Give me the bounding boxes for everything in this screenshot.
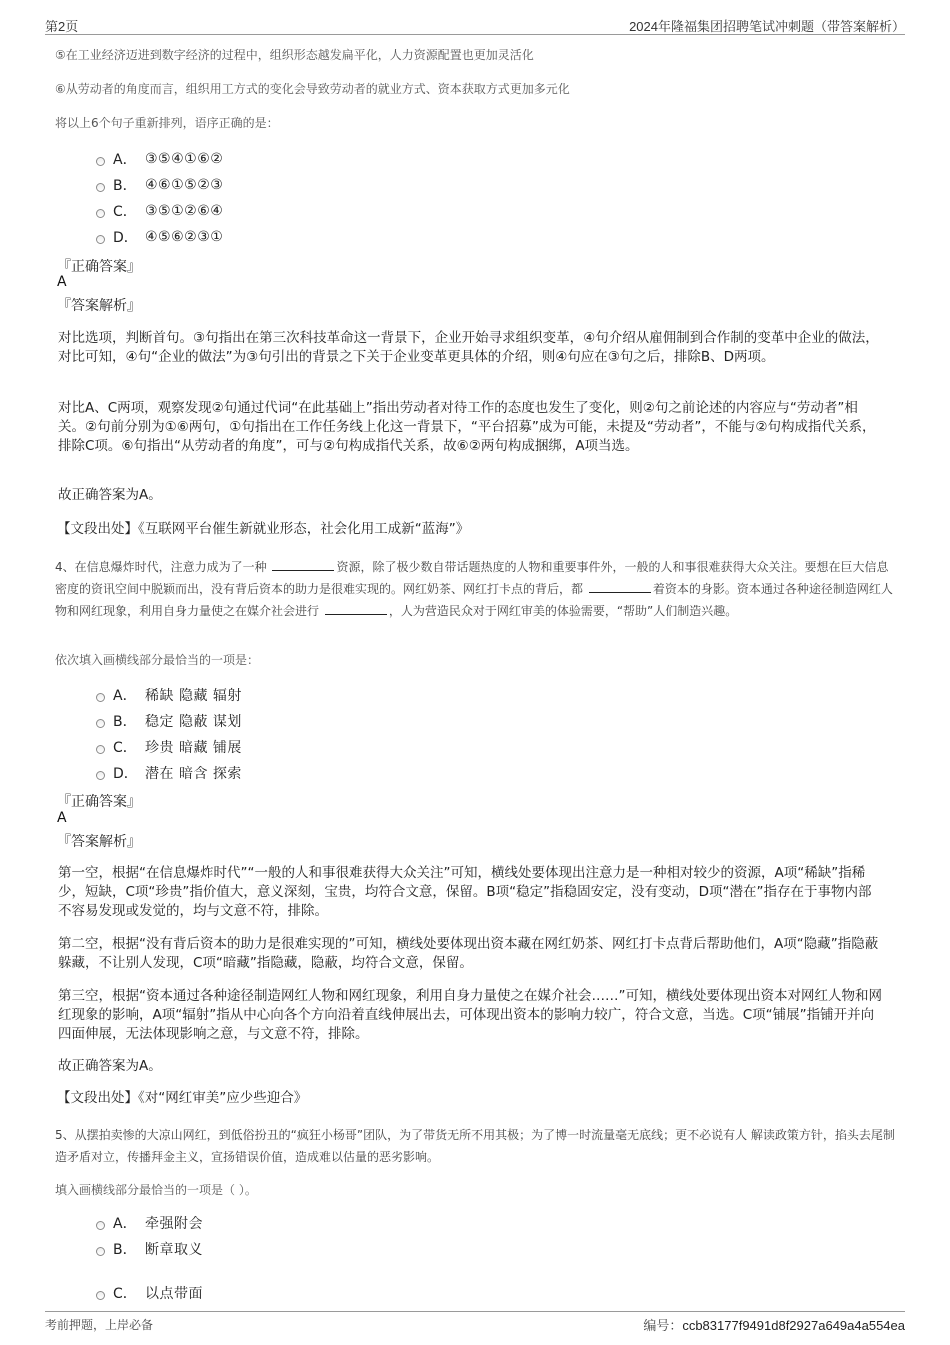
option-d[interactable] [96,761,242,785]
radio-button[interactable] [96,719,105,728]
stem-text: ，人为营造民众对于网红审美的体验需要，“帮助”人们制造兴趣。 [388,604,738,618]
stem-text: 资源，除了极少数自带话题热度的人物和重要事件外，一般的人和事很难获得大众关注。要想在巨大信息密度的资讯空间中脱颖而出，没有背后资本的助力是很难实现的。网红奶茶、网红打卡点的背后，都 [55,560,889,596]
code-value: ccb83177f9491d8f2927a649a4a554ea [682,1318,905,1333]
stem-text: 着资本的身影。资本通过各种途径制造网红人物和网红现象，利用自身力量使之在媒介社会进行 [55,582,893,618]
source-citation: 【文段出处】《互联网平台催生新就业形态，社会化用工成新“蓝海”》 [57,521,470,537]
option-c[interactable] [96,1281,203,1305]
option-text: 稀缺 隐藏 辐射 [145,688,242,704]
document-title: 2024年隆福集团招聘笔试冲刺题（带答案解析） [629,19,905,34]
correct-answer-value: A [57,274,67,290]
option-text: ③⑤④①⑥② [145,151,224,167]
stem-text: 4、在信息爆炸时代，注意力成为了一种 [55,560,271,574]
sentence-6: ⑥从劳动者的角度而言，组织用工方式的变化会导致劳动者的就业方式、资本获取方式更加多元化 [55,82,570,96]
radio-button[interactable] [96,235,105,244]
option-b[interactable] [96,709,242,733]
sentence-5: ⑤在工业经济迈进到数字经济的过程中，组织形态越发扁平化，人力资源配置也更加灵活化 [55,48,534,62]
page-number: 第2页 [45,19,79,34]
option-letter: A． [113,1216,137,1232]
radio-button[interactable] [96,1221,105,1230]
radio-button[interactable] [96,209,105,218]
option-letter: C． [113,740,137,756]
option-b[interactable] [96,173,223,197]
radio-button[interactable] [96,771,105,780]
blank-line [272,558,334,571]
radio-button[interactable] [96,693,105,702]
correct-answer-value: A [57,810,67,826]
source-citation: 【文段出处】《对“网红审美”应少些迎合》 [57,1090,308,1106]
footer-slogan: 考前押题，上岸必备 [45,1318,154,1332]
option-letter: B． [113,178,137,194]
option-b[interactable] [96,1237,203,1261]
radio-button[interactable] [96,1291,105,1300]
option-text: 珍贵 暗藏 铺展 [145,740,242,756]
option-letter: B． [113,714,137,730]
analysis-paragraph: 第二空，根据“没有背后资本的助力是很难实现的”可知，横线处要体现出资本藏在网红奶茶、网红打卡点背后帮助他们，A项“隐藏”指隐蔽躲藏，不让别人发现，C项“暗藏”指隐藏，隐蔽，均符合文意，保留。 [58,936,879,971]
page-footer [45,1311,905,1336]
question-prompt: 依次填入画横线部分最恰当的一项是： [55,653,260,667]
analysis-paragraph: 第一空，根据“在信息爆炸时代”“一般的人和事很难获得大众关注”可知，横线处要体现出注意力是一种相对较少的资源，A项“稀缺”指稀少，短缺，C项“珍贵”指价值大，意义深刻，宝贵，均符合文意，保留。B项“稳定”指稳固安定，没有变动，D项“潜在”指存在于事物内部不容易发现或发觉的，均与文意不符，排除。 [58,865,872,919]
option-a[interactable] [96,683,242,707]
option-letter: D． [113,766,138,782]
option-text: 断章取义 [145,1242,203,1258]
page-header [45,14,905,35]
option-letter: B． [113,1242,137,1258]
correct-answer-label: 『正确答案』 [57,259,141,275]
option-a[interactable] [96,1211,203,1235]
option-c[interactable] [96,199,223,223]
option-letter: A． [113,152,137,168]
option-letter: C． [113,204,137,220]
option-text: ③⑤①②⑥④ [145,203,224,219]
analysis-label: 『答案解析』 [57,298,141,314]
analysis-conclusion: 故正确答案为A。 [58,1058,162,1074]
option-text: 以点带面 [145,1286,203,1302]
radio-button[interactable] [96,745,105,754]
question-4-stem [55,556,900,622]
correct-answer-label: 『正确答案』 [57,794,141,810]
blank-line [589,580,651,593]
radio-button[interactable] [96,157,105,166]
radio-button[interactable] [96,1247,105,1256]
option-text: 稳定 隐蔽 谋划 [145,714,242,730]
option-a[interactable] [96,147,223,171]
analysis-conclusion: 故正确答案为A。 [58,487,162,503]
option-letter: A． [113,688,137,704]
document-code [643,1315,905,1334]
analysis-paragraph: 对比A、C两项，观察发现②句通过代词“在此基础上”指出劳动者对待工作的态度也发生了变化，则②句之前论述的内容应与“劳动者”相关。②句前分别为①⑥两句，①句指出在工作任务线上化这一背景下，“平台招募”成为可能，未提及“劳动者”，不能与②句构成指代关系，排除C项。⑥句指出“从劳动者的角度”，可与②句构成指代关系，故⑥②两句构成捆绑，A项当选。 [58,400,876,454]
option-text: 牵强附会 [145,1216,203,1232]
option-c[interactable] [96,735,242,759]
option-text: ④⑤⑥②③① [145,229,224,245]
radio-button[interactable] [96,183,105,192]
option-letter: C． [113,1286,137,1302]
option-d[interactable] [96,225,223,249]
question-5-stem: 5、从摆拍卖惨的大凉山网红，到低俗扮丑的“疯狂小杨哥”团队，为了带货无所不用其极；为了博一时流量毫无底线；更不必说有人 解读政策方针，掐头去尾制造矛盾对立，传播拜金主义，宣扬错误价值，造成难以估量的恶劣影响。 [55,1128,895,1164]
analysis-label: 『答案解析』 [57,834,141,850]
question-prompt: 填入画横线部分最恰当的一项是（ ）。 [55,1183,257,1197]
blank-line [325,602,387,615]
code-label: 编号： [643,1319,683,1334]
option-text: 潜在 暗含 探索 [145,766,242,782]
analysis-paragraph: 第三空，根据“资本通过各种途径制造网红人物和网红现象，利用自身力量使之在媒介社会……”可知，横线处要体现出资本对网红人物和网红现象的影响，A项“辐射”指从中心向各个方向沿着直线伸展出去，可体现出资本的影响力较广，符合文意，当选。C项“铺展”指铺开并向四面伸展，无法体现影响之意，与文意不符，排除。 [58,988,882,1042]
option-text: ④⑥①⑤②③ [145,177,224,193]
question-prompt: 将以上6个句子重新排列，语序正确的是： [55,116,279,130]
option-letter: D． [113,230,138,246]
analysis-paragraph: 对比选项，判断首句。③句指出在第三次科技革命这一背景下，企业开始寻求组织变革，④句介绍从雇佣制到合作制的变革中企业的做法，对比可知，④句“企业的做法”为③句引出的背景之下关于企业变革更具体的介绍，则④句应在③句之后，排除B、D两项。 [58,330,879,365]
